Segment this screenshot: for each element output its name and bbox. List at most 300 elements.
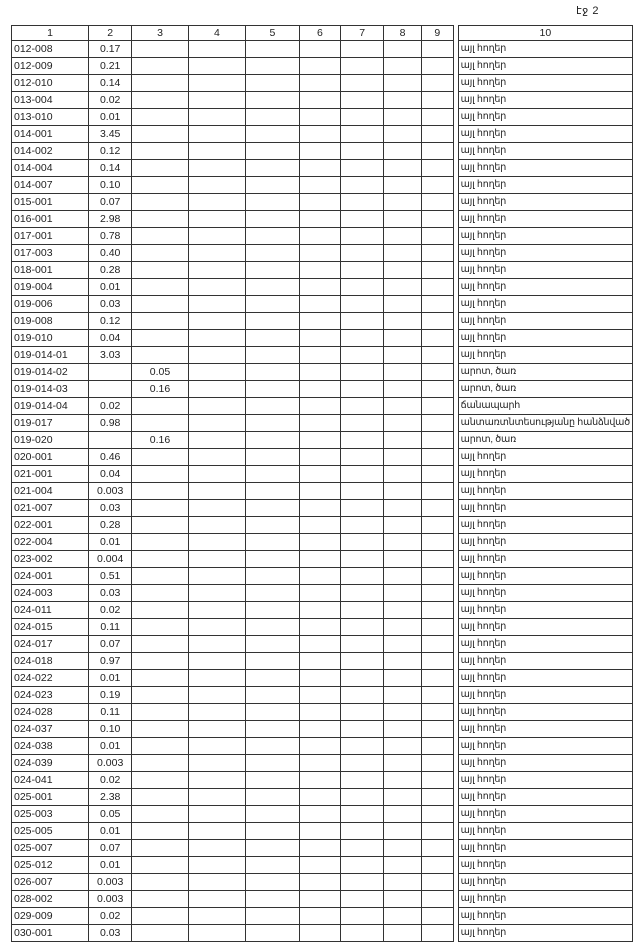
empty-cell-col7 [341, 755, 384, 772]
empty-cell-col6 [299, 704, 340, 721]
empty-cell-col6 [299, 449, 340, 466]
empty-cell-col7 [341, 840, 384, 857]
empty-cell-col7 [341, 534, 384, 551]
empty-cell-col7 [341, 449, 384, 466]
empty-cell-col5 [246, 228, 300, 245]
empty-cell-col4 [188, 908, 245, 925]
table-row [12, 398, 633, 415]
empty-cell-col8 [384, 381, 422, 398]
parcel-code-cell: 019-014-03 [12, 381, 89, 398]
empty-cell-col5 [246, 568, 300, 585]
area-col3-cell [132, 330, 188, 347]
empty-cell-col5 [246, 772, 300, 789]
area-col2-cell: 0.10 [89, 721, 132, 738]
empty-cell-col5 [246, 721, 300, 738]
empty-cell-col6 [299, 687, 340, 704]
empty-cell-col9 [421, 500, 453, 517]
empty-cell-col7 [341, 415, 384, 432]
empty-cell-col7 [341, 721, 384, 738]
area-col3-cell [132, 109, 188, 126]
empty-cell-col6 [299, 41, 340, 58]
table-row [12, 228, 633, 245]
empty-cell-col4 [188, 449, 245, 466]
empty-cell-col8 [384, 347, 422, 364]
empty-cell-col7 [341, 772, 384, 789]
empty-cell-col8 [384, 432, 422, 449]
empty-cell-col5 [246, 160, 300, 177]
parcel-code-cell: 014-004 [12, 160, 89, 177]
empty-cell-col6 [299, 279, 340, 296]
empty-cell-col7 [341, 636, 384, 653]
empty-cell-col5 [246, 755, 300, 772]
empty-cell-col8 [384, 160, 422, 177]
area-col2-cell: 0.03 [89, 296, 132, 313]
empty-cell-col8 [384, 296, 422, 313]
table-row [12, 585, 633, 602]
empty-cell-col6 [299, 398, 340, 415]
empty-cell-col9 [421, 109, 453, 126]
table-row [12, 466, 633, 483]
empty-cell-col5 [246, 619, 300, 636]
empty-cell-col4 [188, 143, 245, 160]
table-row [12, 738, 633, 755]
empty-cell-col5 [246, 806, 300, 823]
table-row [12, 602, 633, 619]
empty-cell-col5 [246, 500, 300, 517]
empty-cell-col5 [246, 194, 300, 211]
land-type-cell: այլ հողեր [458, 75, 632, 92]
empty-cell-col6 [299, 143, 340, 160]
empty-cell-col4 [188, 840, 245, 857]
parcel-code-cell: 019-014-04 [12, 398, 89, 415]
empty-cell-col9 [421, 177, 453, 194]
parcel-code-cell: 024-001 [12, 568, 89, 585]
area-col2-cell: 0.12 [89, 143, 132, 160]
empty-cell-col5 [246, 602, 300, 619]
empty-cell-col5 [246, 840, 300, 857]
land-type-cell: արոտ, ծառ [458, 364, 632, 381]
empty-cell-col6 [299, 92, 340, 109]
area-col3-cell [132, 857, 188, 874]
empty-cell-col5 [246, 313, 300, 330]
empty-cell-col4 [188, 75, 245, 92]
parcel-code-cell: 013-004 [12, 92, 89, 109]
parcel-code-cell: 024-017 [12, 636, 89, 653]
column-header: 9 [421, 26, 453, 41]
empty-cell-col5 [246, 687, 300, 704]
area-col3-cell [132, 568, 188, 585]
empty-cell-col8 [384, 925, 422, 942]
land-type-cell: այլ հողեր [458, 602, 632, 619]
empty-cell-col7 [341, 347, 384, 364]
area-col3-cell [132, 908, 188, 925]
empty-cell-col7 [341, 177, 384, 194]
area-col2-cell: 0.28 [89, 262, 132, 279]
empty-cell-col8 [384, 211, 422, 228]
empty-cell-col6 [299, 789, 340, 806]
empty-cell-col8 [384, 636, 422, 653]
empty-cell-col8 [384, 772, 422, 789]
area-col2-cell: 0.10 [89, 177, 132, 194]
land-type-cell: այլ հողեր [458, 891, 632, 908]
empty-cell-col6 [299, 908, 340, 925]
area-col3-cell [132, 262, 188, 279]
table-row [12, 534, 633, 551]
column-header: 7 [341, 26, 384, 41]
empty-cell-col6 [299, 534, 340, 551]
parcel-code-cell: 024-011 [12, 602, 89, 619]
table-row [12, 891, 633, 908]
area-col2-cell: 0.01 [89, 279, 132, 296]
parcel-code-cell: 013-010 [12, 109, 89, 126]
empty-cell-col8 [384, 823, 422, 840]
table-row [12, 653, 633, 670]
land-type-cell: այլ հողեր [458, 670, 632, 687]
empty-cell-col8 [384, 857, 422, 874]
empty-cell-col7 [341, 432, 384, 449]
empty-cell-col7 [341, 687, 384, 704]
table-row [12, 194, 633, 211]
area-col2-cell: 2.38 [89, 789, 132, 806]
empty-cell-col7 [341, 330, 384, 347]
empty-cell-col4 [188, 398, 245, 415]
area-col2-cell: 0.01 [89, 857, 132, 874]
area-col2-cell: 0.98 [89, 415, 132, 432]
table-row [12, 704, 633, 721]
land-type-cell: այլ հողեր [458, 704, 632, 721]
empty-cell-col6 [299, 738, 340, 755]
parcel-code-cell: 019-014-02 [12, 364, 89, 381]
table-row [12, 75, 633, 92]
empty-cell-col9 [421, 687, 453, 704]
table-row [12, 211, 633, 228]
area-col2-cell: 0.78 [89, 228, 132, 245]
empty-cell-col5 [246, 823, 300, 840]
empty-cell-col4 [188, 789, 245, 806]
empty-cell-col8 [384, 738, 422, 755]
empty-cell-col5 [246, 381, 300, 398]
empty-cell-col9 [421, 313, 453, 330]
empty-cell-col9 [421, 58, 453, 75]
area-col3-cell [132, 296, 188, 313]
empty-cell-col5 [246, 143, 300, 160]
parcel-code-cell: 024-023 [12, 687, 89, 704]
parcel-code-cell: 019-004 [12, 279, 89, 296]
empty-cell-col4 [188, 534, 245, 551]
column-header: 4 [188, 26, 245, 41]
empty-cell-col9 [421, 143, 453, 160]
empty-cell-col8 [384, 908, 422, 925]
empty-cell-col5 [246, 891, 300, 908]
empty-cell-col7 [341, 262, 384, 279]
empty-cell-col4 [188, 687, 245, 704]
area-col2-cell: 0.003 [89, 891, 132, 908]
area-col3-cell [132, 415, 188, 432]
area-col2-cell: 0.12 [89, 313, 132, 330]
empty-cell-col8 [384, 228, 422, 245]
area-col3-cell [132, 925, 188, 942]
area-col2-cell: 0.004 [89, 551, 132, 568]
land-type-cell: այլ հողեր [458, 330, 632, 347]
area-col3-cell [132, 279, 188, 296]
empty-cell-col4 [188, 823, 245, 840]
empty-cell-col7 [341, 245, 384, 262]
parcel-code-cell: 012-008 [12, 41, 89, 58]
empty-cell-col9 [421, 789, 453, 806]
empty-cell-col6 [299, 721, 340, 738]
empty-cell-col6 [299, 585, 340, 602]
empty-cell-col4 [188, 721, 245, 738]
empty-cell-col8 [384, 517, 422, 534]
empty-cell-col8 [384, 874, 422, 891]
parcel-code-cell: 024-039 [12, 755, 89, 772]
empty-cell-col4 [188, 772, 245, 789]
empty-cell-col7 [341, 670, 384, 687]
empty-cell-col8 [384, 109, 422, 126]
area-col2-cell: 0.14 [89, 75, 132, 92]
area-col3-cell: 0.16 [132, 381, 188, 398]
empty-cell-col9 [421, 534, 453, 551]
empty-cell-col7 [341, 41, 384, 58]
table-row [12, 279, 633, 296]
empty-cell-col4 [188, 619, 245, 636]
area-col2-cell: 0.04 [89, 466, 132, 483]
empty-cell-col7 [341, 874, 384, 891]
table-row [12, 789, 633, 806]
empty-cell-col7 [341, 891, 384, 908]
area-col3-cell [132, 398, 188, 415]
empty-cell-col6 [299, 228, 340, 245]
parcel-code-cell: 019-008 [12, 313, 89, 330]
empty-cell-col8 [384, 75, 422, 92]
area-col2-cell: 0.17 [89, 41, 132, 58]
empty-cell-col6 [299, 636, 340, 653]
empty-cell-col4 [188, 415, 245, 432]
area-col3-cell [132, 126, 188, 143]
area-col3-cell [132, 789, 188, 806]
area-col3-cell [132, 466, 188, 483]
empty-cell-col5 [246, 75, 300, 92]
empty-cell-col9 [421, 670, 453, 687]
parcel-code-cell: 016-001 [12, 211, 89, 228]
empty-cell-col7 [341, 160, 384, 177]
empty-cell-col9 [421, 721, 453, 738]
empty-cell-col5 [246, 704, 300, 721]
land-type-cell: այլ հողեր [458, 500, 632, 517]
area-col3-cell [132, 891, 188, 908]
empty-cell-col8 [384, 364, 422, 381]
land-type-cell: այլ հողեր [458, 194, 632, 211]
area-col2-cell: 0.02 [89, 602, 132, 619]
empty-cell-col8 [384, 415, 422, 432]
parcel-code-cell: 024-018 [12, 653, 89, 670]
table-row [12, 772, 633, 789]
empty-cell-col7 [341, 126, 384, 143]
area-col2-cell: 0.03 [89, 500, 132, 517]
page-number: էջ 2 [576, 5, 599, 17]
area-col2-cell: 0.01 [89, 534, 132, 551]
empty-cell-col8 [384, 534, 422, 551]
column-header: 6 [299, 26, 340, 41]
empty-cell-col8 [384, 840, 422, 857]
empty-cell-col6 [299, 755, 340, 772]
empty-cell-col5 [246, 109, 300, 126]
empty-cell-col8 [384, 789, 422, 806]
area-col2-cell: 0.28 [89, 517, 132, 534]
table-row [12, 517, 633, 534]
empty-cell-col8 [384, 58, 422, 75]
area-col3-cell [132, 517, 188, 534]
empty-cell-col5 [246, 177, 300, 194]
land-type-cell: այլ հողեր [458, 262, 632, 279]
empty-cell-col7 [341, 75, 384, 92]
land-type-cell: այլ հողեր [458, 279, 632, 296]
empty-cell-col7 [341, 585, 384, 602]
land-type-cell: այլ հողեր [458, 636, 632, 653]
empty-cell-col4 [188, 551, 245, 568]
empty-cell-col4 [188, 58, 245, 75]
empty-cell-col4 [188, 41, 245, 58]
area-col2-cell: 0.14 [89, 160, 132, 177]
empty-cell-col4 [188, 517, 245, 534]
empty-cell-col9 [421, 126, 453, 143]
empty-cell-col5 [246, 551, 300, 568]
empty-cell-col7 [341, 228, 384, 245]
empty-cell-col7 [341, 296, 384, 313]
area-col2-cell: 0.003 [89, 874, 132, 891]
table-row [12, 670, 633, 687]
area-col3-cell [132, 670, 188, 687]
empty-cell-col9 [421, 347, 453, 364]
area-col3-cell [132, 92, 188, 109]
area-col2-cell: 0.05 [89, 806, 132, 823]
column-header: 3 [132, 26, 188, 41]
area-col2-cell: 0.11 [89, 704, 132, 721]
area-col3-cell [132, 41, 188, 58]
table-row [12, 177, 633, 194]
empty-cell-col4 [188, 160, 245, 177]
empty-cell-col6 [299, 551, 340, 568]
area-col2-cell: 0.97 [89, 653, 132, 670]
empty-cell-col5 [246, 432, 300, 449]
column-header: 1 [12, 26, 89, 41]
empty-cell-col6 [299, 823, 340, 840]
table-row [12, 687, 633, 704]
empty-cell-col5 [246, 534, 300, 551]
table-row [12, 381, 633, 398]
empty-cell-col7 [341, 143, 384, 160]
empty-cell-col9 [421, 160, 453, 177]
table-row [12, 262, 633, 279]
area-col3-cell [132, 177, 188, 194]
empty-cell-col4 [188, 432, 245, 449]
empty-cell-col5 [246, 789, 300, 806]
area-col2-cell: 0.07 [89, 636, 132, 653]
empty-cell-col9 [421, 551, 453, 568]
empty-cell-col4 [188, 177, 245, 194]
land-type-cell: այլ հողեր [458, 228, 632, 245]
parcel-code-cell: 019-020 [12, 432, 89, 449]
empty-cell-col9 [421, 925, 453, 942]
empty-cell-col8 [384, 806, 422, 823]
empty-cell-col5 [246, 296, 300, 313]
empty-cell-col6 [299, 857, 340, 874]
empty-cell-col4 [188, 245, 245, 262]
parcel-code-cell: 020-001 [12, 449, 89, 466]
empty-cell-col6 [299, 840, 340, 857]
empty-cell-col6 [299, 432, 340, 449]
empty-cell-col9 [421, 755, 453, 772]
table-row [12, 925, 633, 942]
empty-cell-col9 [421, 41, 453, 58]
empty-cell-col8 [384, 262, 422, 279]
empty-cell-col5 [246, 398, 300, 415]
empty-cell-col9 [421, 891, 453, 908]
parcel-code-cell: 024-003 [12, 585, 89, 602]
area-col2-cell: 3.03 [89, 347, 132, 364]
empty-cell-col7 [341, 619, 384, 636]
empty-cell-col7 [341, 58, 384, 75]
area-col3-cell [132, 738, 188, 755]
land-type-cell: այլ հողեր [458, 568, 632, 585]
empty-cell-col6 [299, 619, 340, 636]
empty-cell-col6 [299, 58, 340, 75]
empty-cell-col6 [299, 874, 340, 891]
area-col2-cell: 0.003 [89, 755, 132, 772]
empty-cell-col9 [421, 585, 453, 602]
empty-cell-col4 [188, 500, 245, 517]
area-col2-cell: 0.003 [89, 483, 132, 500]
empty-cell-col5 [246, 738, 300, 755]
header-row [12, 26, 633, 41]
land-type-cell: այլ հողեր [458, 585, 632, 602]
empty-cell-col7 [341, 823, 384, 840]
land-type-cell: այլ հողեր [458, 721, 632, 738]
empty-cell-col6 [299, 653, 340, 670]
land-type-cell: ճանապարհ [458, 398, 632, 415]
parcel-code-cell: 029-009 [12, 908, 89, 925]
empty-cell-col6 [299, 772, 340, 789]
area-col3-cell [132, 228, 188, 245]
parcel-code-cell: 015-001 [12, 194, 89, 211]
area-col3-cell [132, 806, 188, 823]
empty-cell-col9 [421, 228, 453, 245]
column-header: 10 [458, 26, 632, 41]
empty-cell-col4 [188, 296, 245, 313]
empty-cell-col8 [384, 755, 422, 772]
empty-cell-col5 [246, 636, 300, 653]
area-col3-cell [132, 585, 188, 602]
empty-cell-col4 [188, 891, 245, 908]
empty-cell-col4 [188, 653, 245, 670]
table-body [12, 41, 633, 942]
area-col3-cell [132, 194, 188, 211]
empty-cell-col5 [246, 41, 300, 58]
empty-cell-col4 [188, 704, 245, 721]
empty-cell-col5 [246, 483, 300, 500]
parcel-code-cell: 022-001 [12, 517, 89, 534]
empty-cell-col9 [421, 517, 453, 534]
empty-cell-col8 [384, 670, 422, 687]
column-header: 2 [89, 26, 132, 41]
parcel-code-cell: 025-005 [12, 823, 89, 840]
empty-cell-col9 [421, 619, 453, 636]
area-col2-cell: 2.98 [89, 211, 132, 228]
land-type-cell: այլ հողեր [458, 806, 632, 823]
table-row [12, 721, 633, 738]
table-row [12, 908, 633, 925]
table-row [12, 755, 633, 772]
